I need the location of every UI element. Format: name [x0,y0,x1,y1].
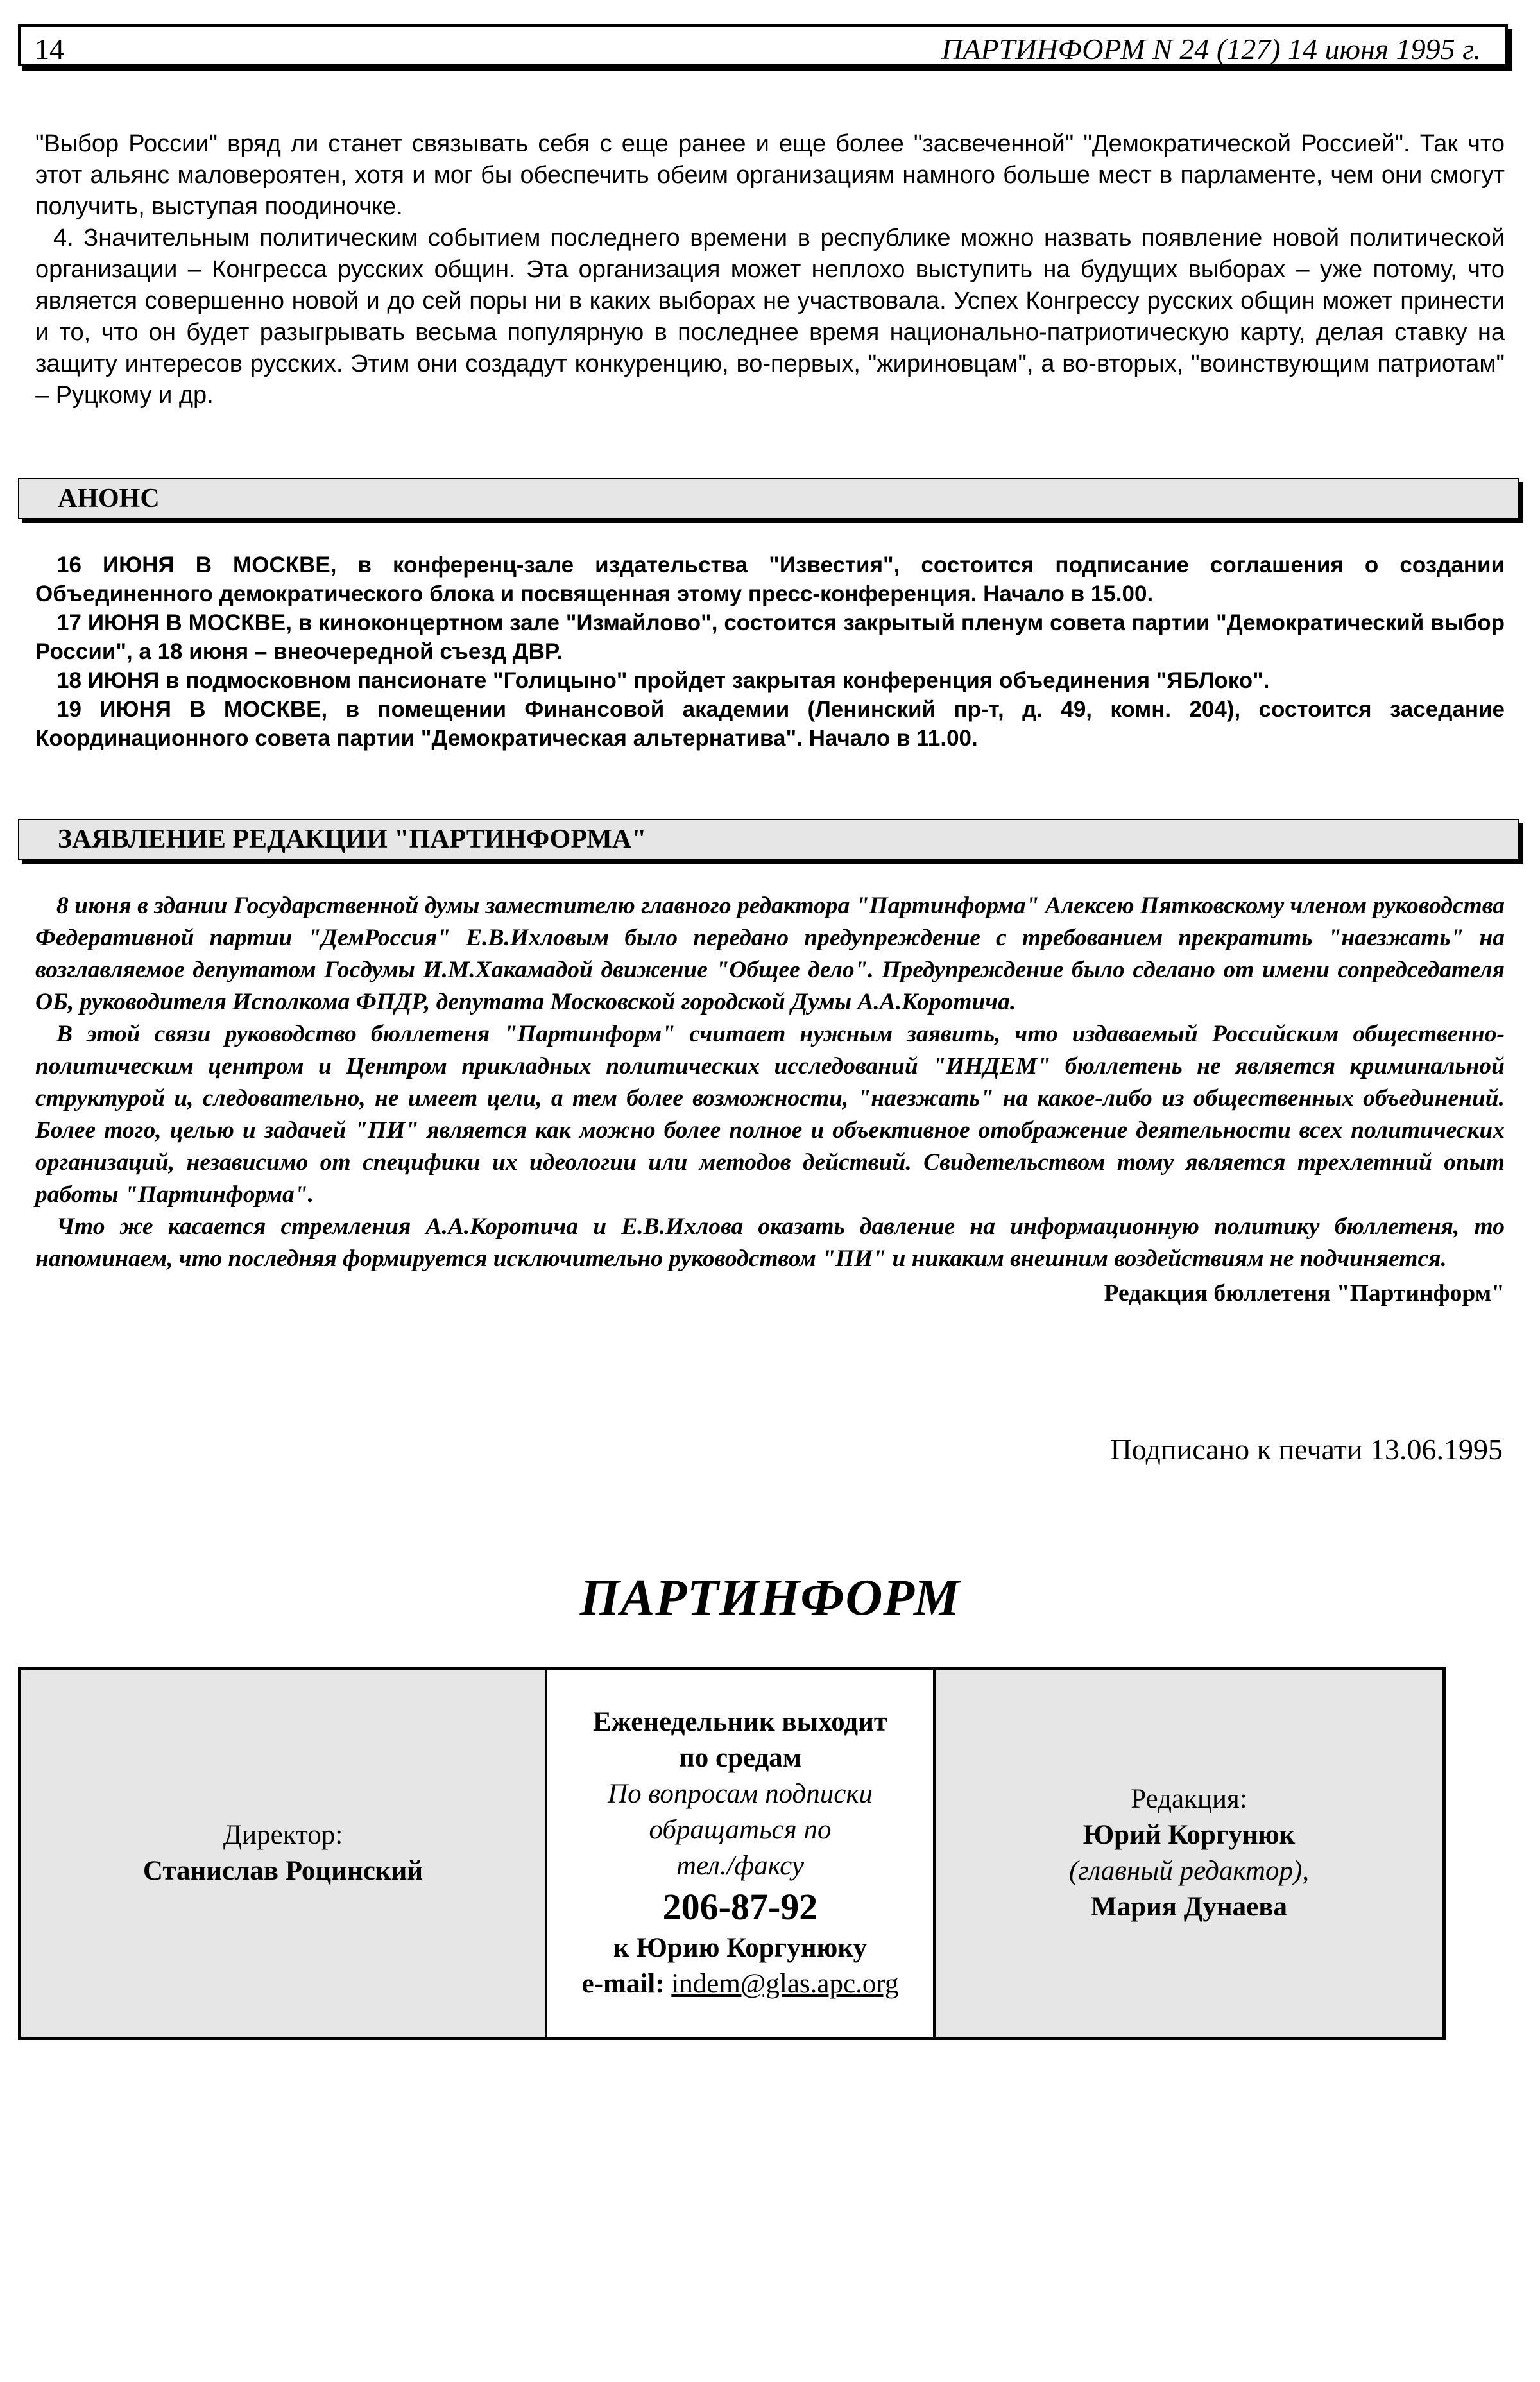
subscription-note-1: По вопросам подписки [608,1779,873,1809]
weekly-note: Еженедельник выходит [592,1707,888,1737]
footer-editorial [936,1670,1442,2037]
anons-section [35,551,1505,753]
phone-number: 206-87-92 [662,1886,818,1928]
weekly-days: по средам [678,1743,802,1773]
chief-editor-name: Юрий Коргунюк [1082,1820,1296,1850]
anons-item: 17 ИЮНЯ В МОСКВЕ, в киноконцертном зале "Измайлово", состоится закрытый пленум совета партии "Демократический выбор России", а 18 июня – внеочередной съезд ДВР. [35,610,1505,664]
anons-item: 19 ИЮНЯ В МОСКВЕ, в помещении Финансовой академии (Ленинский пр-т, д. 49, комн. 204), состоится заседание Координационного совета партии "Демократическая альтернатива". Начало в 11.00. [35,697,1505,751]
signed-to-print: Подписано к печати 13.06.1995 [1110,1433,1503,1466]
anons-item: 16 ИЮНЯ В МОСКВЕ, в конференц-зале издательства "Известия", состоится подписание соглашения о создании Объединенного демократического блока и посвященная этому пресс-конференция. Начало в 15.00. [35,553,1505,606]
director-name: Станислав Роцинский [142,1856,424,1886]
issue-info: ПАРТИНФОРМ N 24 (127) 14 июня 1995 г. [941,33,1481,65]
email-label: e-mail: [581,1969,665,1999]
director-label: Директор: [223,1820,343,1850]
intro-section [35,128,1505,411]
subscription-note-2: обращаться по [649,1815,832,1845]
page-header [18,24,1508,66]
statement-paragraph: Что же касается стремления А.А.Коротича и Е.В.Ихлова оказать давление на информационную политику бюллетеня, то напоминаем, что последняя формируется исключительно руководством "ПИ" и никаким внешним воздействиям не подчиняется. [35,1213,1505,1272]
statement-paragraph: 8 июня в здании Государственной думы заместителю главного редактора "Партинформа" Алексею Пятковскому членом руководства Федеративной партии "ДемРоссия" Е.В.Ихловым было передано предупреждение с требованием прекратить "наезжать" на возглавляемое депутатом Госдумы И.М.Хакамадой движение "Общее дело". Предупреждение было сделано от имени сопредседателя ОБ, руководителя Исполкома ФПДР, депутата Московской городской Думы А.А.Коротича. [35,893,1505,1015]
statement-heading: ЗАЯВЛЕНИЕ РЕДАКЦИИ "ПАРТИНФОРМА" [18,819,1519,860]
footer-box [18,1667,1446,2040]
anons-item: 18 ИЮНЯ в подмосковном пансионате "Голицыно" пройдет закрытая конференция объединения "ЯБЛоко". [56,668,1270,693]
footer-director [21,1670,547,2037]
intro-paragraph-1: "Выбор России" вряд ли станет связывать себя с еще ранее и еще более "засвеченной" "Демократической Россией". Так что этот альянс маловероятен, хотя и мог бы обеспечить обеим организациям намного больше мест в парламенте, чем они смогут получить, выступая поодиночке. [35,130,1505,220]
statement-section [35,890,1505,1310]
statement-signature: Редакция бюллетеня "Партинформ" [1104,1280,1505,1307]
editorial-label: Редакция: [1131,1784,1247,1814]
email-line [582,1966,899,2002]
subscription-note-3: тел./факсу [676,1851,804,1881]
chief-editor-role: (главный редактор), [1068,1856,1310,1886]
contact-person: к Юрию Коргунюку [613,1933,868,1963]
anons-heading: АНОНС [18,478,1519,519]
editorial-member: Мария Дунаева [1091,1892,1287,1922]
footer-subscription [547,1670,936,2037]
intro-paragraph-2: 4. Значительным политическим событием последнего времени в республике можно назвать появление новой политической организации – Конгресса русских общин. Эта организация может неплохо выступить на будущих выборах – уже потому, что является совершенно новой и до сей поры ни в каких выборах не участвовала. Успех Конгрессу русских общин может принести и то, что он будет разыгрывать весьма популярную в последнее время национально-патриотическую карту, делая ставку на защиту интересов русских. Этим они создадут конкуренцию, во-первых, "жириновцам", а во-вторых, "воинствующим патриотам" – Руцкому и др. [35,225,1505,409]
masthead-title: ПАРТИНФОРМ [579,1570,961,1626]
email-link[interactable]: indem@glas.apc.org [671,1969,899,1999]
page-number: 14 [35,33,64,65]
statement-paragraph: В этой связи руководство бюллетеня "Партинформ" считает нужным заявить, что издаваемый Российским общественно-политическим центром и Центром прикладных политических исследований "ИНДЕМ" бюллетень не является криминальной структурой и, следовательно, не имеет цели, а тем более возможности, "наезжать" на какое-либо из общественных объединений. Более того, целью и задачей "ПИ" является как можно более полное и объективное отображение деятельности всех политических организаций, независимо от специфики их идеологии или методов действий. Свидетельством тому является трехлетний опыт работы "Партинформа". [35,1021,1505,1208]
